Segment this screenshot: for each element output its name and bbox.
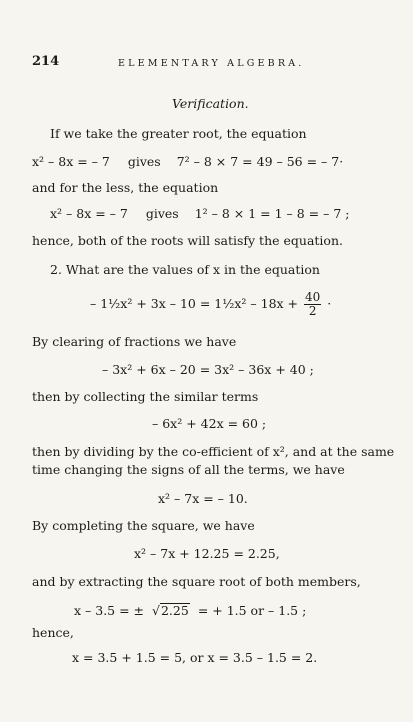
equation-line: – 3x² + 6x – 20 = 3x² – 36x + 40 ; [102,362,314,377]
sqrt-sign: √ [152,603,160,618]
text-line: then by dividing by the co-efficient of x², and at the same [32,444,395,459]
fraction [304,291,321,318]
section-title: Verification. [172,96,249,111]
equation-line: x² – 7x = – 10. [158,491,248,506]
equation-left: – 1½x² + 3x – 10 = 1½x² – 18x + [90,296,299,311]
text-line: time changing the signs of all the terms, we have [32,462,345,477]
running-title: ELEMENTARY ALGEBRA. [118,58,305,69]
text-line: By clearing of fractions we have [32,334,237,349]
equation-left: x – 3.5 = ± [74,603,145,618]
equation-line: x = 3.5 + 1.5 = 5, or x = 3.5 – 1.5 = 2. [72,650,318,665]
equation-line [32,154,343,170]
text-line: If we take the greater root, the equation [50,126,307,141]
equation-line [50,206,350,222]
text-line: and for the less, the equation [32,180,219,195]
text-line: then by collecting the similar terms [32,389,259,404]
text-line: hence, [32,625,74,640]
page-number: 214 [32,54,60,69]
equation-line [90,290,331,318]
text-line: By completing the square, we have [32,518,255,533]
equation-right: 7² – 8 × 7 = 49 – 56 = – 7· [176,154,344,169]
equation-line: – 6x² + 42x = 60 ; [152,416,267,431]
equation-right: 1² – 8 × 1 = 1 – 8 = – 7 ; [194,206,350,221]
equation-end: · [327,296,332,311]
equation-gives: gives [145,206,179,221]
equation-right: = + 1.5 or – 1.5 ; [197,603,307,618]
equation-line [74,603,306,619]
problem-statement: 2. What are the values of x in the equation [50,262,320,277]
equation-left: x² – 8x = – 7 [32,154,110,169]
equation-line: x² – 7x + 12.25 = 2.25, [134,546,280,561]
sqrt-radicand: 2.25 [160,603,189,618]
equation-left: x² – 8x = – 7 [50,206,128,221]
fraction-denominator: 2 [308,304,317,318]
text-line: and by extracting the square root of both members, [32,574,361,589]
fraction-numerator: 40 [305,290,321,304]
text-line: hence, both of the roots will satisfy the equation. [32,233,343,248]
equation-gives: gives [127,154,161,169]
